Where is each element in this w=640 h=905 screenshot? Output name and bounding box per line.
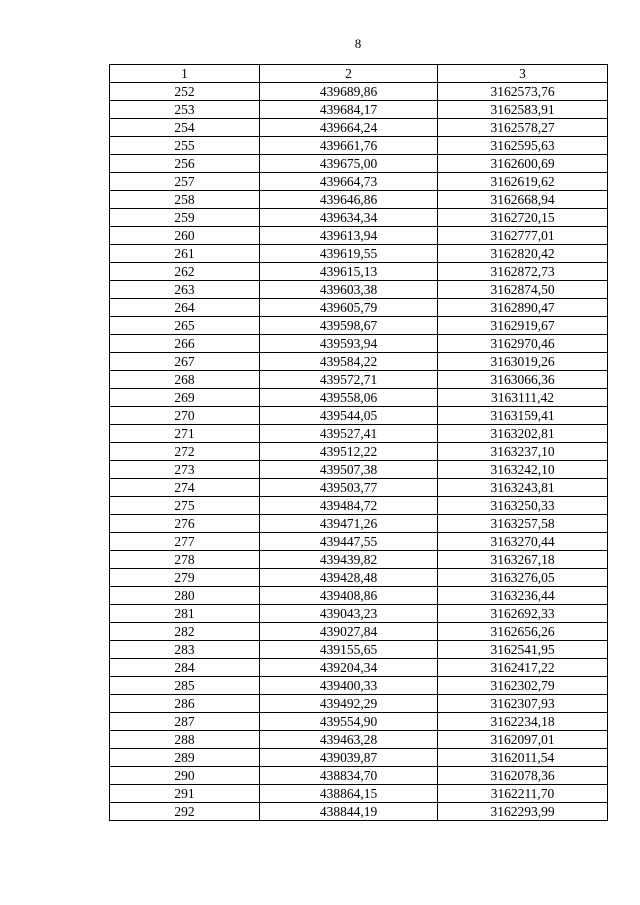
table-row — [110, 479, 608, 497]
x-coordinate-cell: 439615,13 — [260, 263, 438, 281]
table-row — [110, 101, 608, 119]
x-coordinate-cell: 439408,86 — [260, 587, 438, 605]
table-row — [110, 371, 608, 389]
y-coordinate-cell: 3163236,44 — [438, 587, 608, 605]
y-coordinate-cell: 3162692,33 — [438, 605, 608, 623]
x-coordinate-cell: 439584,22 — [260, 353, 438, 371]
table-row — [110, 785, 608, 803]
table-row — [110, 803, 608, 821]
table-row — [110, 173, 608, 191]
x-coordinate-cell: 439447,55 — [260, 533, 438, 551]
x-coordinate-cell: 439646,86 — [260, 191, 438, 209]
table-row — [110, 263, 608, 281]
y-coordinate-cell: 3162820,42 — [438, 245, 608, 263]
x-coordinate-cell: 439043,23 — [260, 605, 438, 623]
x-coordinate-cell: 439605,79 — [260, 299, 438, 317]
point-number-cell: 256 — [110, 155, 260, 173]
point-number-cell: 287 — [110, 713, 260, 731]
y-coordinate-cell: 3162777,01 — [438, 227, 608, 245]
point-number-cell: 278 — [110, 551, 260, 569]
y-coordinate-cell: 3162578,27 — [438, 119, 608, 137]
y-coordinate-cell: 3162302,79 — [438, 677, 608, 695]
y-coordinate-cell: 3163066,36 — [438, 371, 608, 389]
table-row — [110, 317, 608, 335]
point-number-cell: 261 — [110, 245, 260, 263]
point-number-cell: 268 — [110, 371, 260, 389]
table-row — [110, 443, 608, 461]
x-coordinate-cell: 439492,29 — [260, 695, 438, 713]
point-number-cell: 282 — [110, 623, 260, 641]
table-row — [110, 533, 608, 551]
y-coordinate-cell: 3162078,36 — [438, 767, 608, 785]
y-coordinate-cell: 3163270,44 — [438, 533, 608, 551]
x-coordinate-cell: 438834,70 — [260, 767, 438, 785]
point-number-cell: 290 — [110, 767, 260, 785]
y-coordinate-cell: 3162293,99 — [438, 803, 608, 821]
table-row — [110, 119, 608, 137]
point-number-cell: 280 — [110, 587, 260, 605]
x-coordinate-cell: 439684,17 — [260, 101, 438, 119]
point-number-cell: 270 — [110, 407, 260, 425]
header-row — [110, 65, 608, 83]
point-number-cell: 288 — [110, 731, 260, 749]
x-coordinate-cell: 439484,72 — [260, 497, 438, 515]
y-coordinate-cell: 3163243,81 — [438, 479, 608, 497]
y-coordinate-cell: 3162541,95 — [438, 641, 608, 659]
y-coordinate-cell: 3163019,26 — [438, 353, 608, 371]
x-coordinate-cell: 439634,34 — [260, 209, 438, 227]
x-coordinate-cell: 439661,76 — [260, 137, 438, 155]
point-number-cell: 275 — [110, 497, 260, 515]
point-number-cell: 273 — [110, 461, 260, 479]
y-coordinate-cell: 3163237,10 — [438, 443, 608, 461]
y-coordinate-cell: 3163202,81 — [438, 425, 608, 443]
point-number-cell: 285 — [110, 677, 260, 695]
y-coordinate-cell: 3162583,91 — [438, 101, 608, 119]
point-number-cell: 277 — [110, 533, 260, 551]
x-coordinate-cell: 439039,87 — [260, 749, 438, 767]
point-number-cell: 254 — [110, 119, 260, 137]
y-coordinate-cell: 3162619,62 — [438, 173, 608, 191]
x-coordinate-cell: 439027,84 — [260, 623, 438, 641]
point-number-cell: 274 — [110, 479, 260, 497]
column-header-2: 2 — [260, 65, 438, 83]
table-row — [110, 659, 608, 677]
point-number-cell: 289 — [110, 749, 260, 767]
y-coordinate-cell: 3162872,73 — [438, 263, 608, 281]
point-number-cell: 260 — [110, 227, 260, 245]
y-coordinate-cell: 3162656,26 — [438, 623, 608, 641]
table-row — [110, 353, 608, 371]
point-number-cell: 284 — [110, 659, 260, 677]
table-row — [110, 407, 608, 425]
x-coordinate-cell: 439400,33 — [260, 677, 438, 695]
x-coordinate-cell: 439619,55 — [260, 245, 438, 263]
x-coordinate-cell: 439204,34 — [260, 659, 438, 677]
x-coordinate-cell: 439439,82 — [260, 551, 438, 569]
table-row — [110, 281, 608, 299]
table-row — [110, 83, 608, 101]
y-coordinate-cell: 3162668,94 — [438, 191, 608, 209]
point-number-cell: 255 — [110, 137, 260, 155]
y-coordinate-cell: 3162307,93 — [438, 695, 608, 713]
y-coordinate-cell: 3162890,47 — [438, 299, 608, 317]
y-coordinate-cell: 3163159,41 — [438, 407, 608, 425]
table-row — [110, 299, 608, 317]
y-coordinate-cell: 3162595,63 — [438, 137, 608, 155]
y-coordinate-cell: 3162417,22 — [438, 659, 608, 677]
point-number-cell: 281 — [110, 605, 260, 623]
x-coordinate-cell: 439598,67 — [260, 317, 438, 335]
x-coordinate-cell: 439554,90 — [260, 713, 438, 731]
y-coordinate-cell: 3163276,05 — [438, 569, 608, 587]
table-row — [110, 587, 608, 605]
y-coordinate-cell: 3162011,54 — [438, 749, 608, 767]
x-coordinate-cell: 439593,94 — [260, 335, 438, 353]
table-row — [110, 767, 608, 785]
point-number-cell: 272 — [110, 443, 260, 461]
y-coordinate-cell: 3162097,01 — [438, 731, 608, 749]
table-row — [110, 389, 608, 407]
table-row — [110, 461, 608, 479]
table-row — [110, 605, 608, 623]
point-number-cell: 259 — [110, 209, 260, 227]
point-number-cell: 269 — [110, 389, 260, 407]
table-row — [110, 713, 608, 731]
x-coordinate-cell: 439507,38 — [260, 461, 438, 479]
table-row — [110, 695, 608, 713]
point-number-cell: 283 — [110, 641, 260, 659]
x-coordinate-cell: 439613,94 — [260, 227, 438, 245]
x-coordinate-cell: 439503,77 — [260, 479, 438, 497]
table-row — [110, 749, 608, 767]
x-coordinate-cell: 439675,00 — [260, 155, 438, 173]
table-row — [110, 569, 608, 587]
x-coordinate-cell: 438844,19 — [260, 803, 438, 821]
x-coordinate-cell: 439664,73 — [260, 173, 438, 191]
point-number-cell: 292 — [110, 803, 260, 821]
table-row — [110, 641, 608, 659]
point-number-cell: 257 — [110, 173, 260, 191]
table-row — [110, 137, 608, 155]
page-number: 8 — [354, 36, 362, 51]
y-coordinate-cell: 3162211,70 — [438, 785, 608, 803]
table-row — [110, 191, 608, 209]
x-coordinate-cell: 439544,05 — [260, 407, 438, 425]
table-row — [110, 155, 608, 173]
x-coordinate-cell: 439155,65 — [260, 641, 438, 659]
x-coordinate-cell: 439512,22 — [260, 443, 438, 461]
point-number-cell: 262 — [110, 263, 260, 281]
point-number-cell: 264 — [110, 299, 260, 317]
table-row — [110, 677, 608, 695]
table-body — [110, 83, 608, 821]
y-coordinate-cell: 3162970,46 — [438, 335, 608, 353]
table-row — [110, 515, 608, 533]
y-coordinate-cell: 3162874,50 — [438, 281, 608, 299]
point-number-cell: 267 — [110, 353, 260, 371]
column-header-1: 1 — [110, 65, 260, 83]
table-row — [110, 245, 608, 263]
point-number-cell: 271 — [110, 425, 260, 443]
table-row — [110, 551, 608, 569]
x-coordinate-cell: 439572,71 — [260, 371, 438, 389]
x-coordinate-cell: 439428,48 — [260, 569, 438, 587]
table-header — [110, 65, 608, 83]
y-coordinate-cell: 3163242,10 — [438, 461, 608, 479]
x-coordinate-cell: 439463,28 — [260, 731, 438, 749]
point-number-cell: 253 — [110, 101, 260, 119]
point-number-cell: 286 — [110, 695, 260, 713]
y-coordinate-cell: 3162720,15 — [438, 209, 608, 227]
y-coordinate-cell: 3163250,33 — [438, 497, 608, 515]
point-number-cell: 279 — [110, 569, 260, 587]
point-number-cell: 276 — [110, 515, 260, 533]
y-coordinate-cell: 3162600,69 — [438, 155, 608, 173]
x-coordinate-cell: 439471,26 — [260, 515, 438, 533]
point-number-cell: 291 — [110, 785, 260, 803]
table-row — [110, 335, 608, 353]
point-number-cell: 265 — [110, 317, 260, 335]
table-row — [110, 731, 608, 749]
table-row — [110, 227, 608, 245]
table-row — [110, 425, 608, 443]
x-coordinate-cell: 438864,15 — [260, 785, 438, 803]
table-row — [110, 209, 608, 227]
x-coordinate-cell: 439664,24 — [260, 119, 438, 137]
y-coordinate-cell: 3162234,18 — [438, 713, 608, 731]
point-number-cell: 258 — [110, 191, 260, 209]
y-coordinate-cell: 3162573,76 — [438, 83, 608, 101]
y-coordinate-cell: 3163267,18 — [438, 551, 608, 569]
x-coordinate-cell: 439603,38 — [260, 281, 438, 299]
table-row — [110, 623, 608, 641]
column-header-3: 3 — [438, 65, 608, 83]
y-coordinate-cell: 3163111,42 — [438, 389, 608, 407]
table-row — [110, 497, 608, 515]
coordinates-table — [109, 64, 608, 821]
x-coordinate-cell: 439689,86 — [260, 83, 438, 101]
x-coordinate-cell: 439527,41 — [260, 425, 438, 443]
point-number-cell: 252 — [110, 83, 260, 101]
x-coordinate-cell: 439558,06 — [260, 389, 438, 407]
point-number-cell: 266 — [110, 335, 260, 353]
point-number-cell: 263 — [110, 281, 260, 299]
y-coordinate-cell: 3163257,58 — [438, 515, 608, 533]
y-coordinate-cell: 3162919,67 — [438, 317, 608, 335]
